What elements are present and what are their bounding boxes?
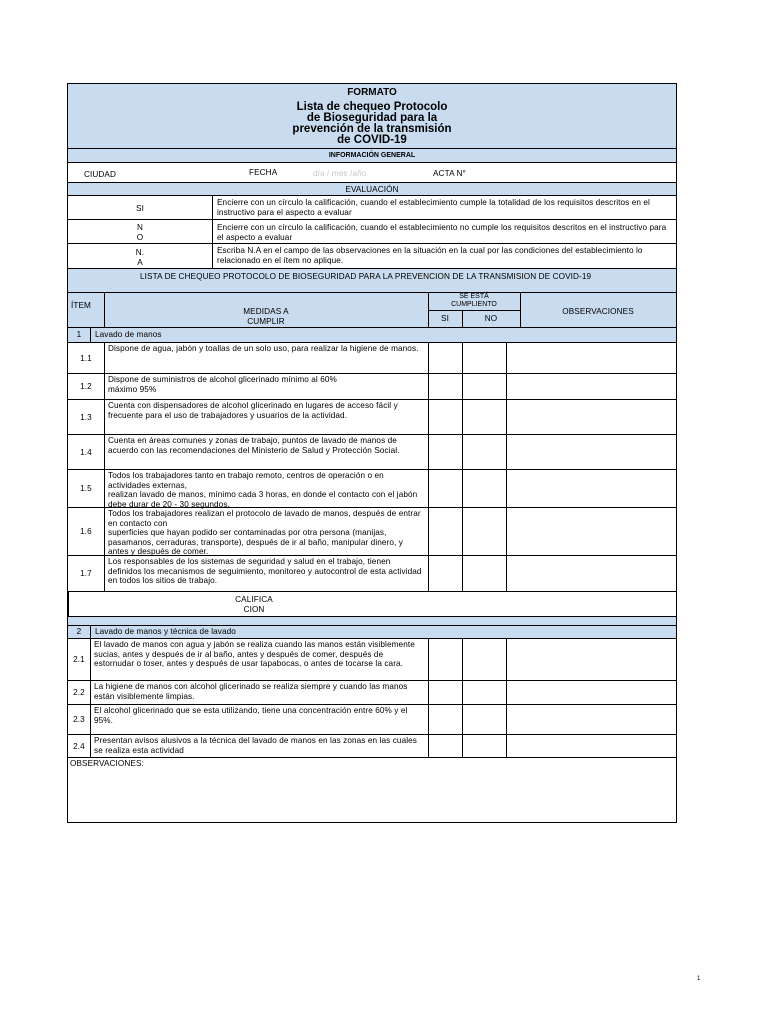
section-title: Lavado de manos y técnica de lavado [95,627,236,636]
evaluation-header [68,183,676,196]
section-1-header [68,328,676,343]
section-2-header [68,626,676,639]
item-number: 2.3 [73,715,85,724]
si-column-header: SI [441,314,449,323]
section-title: Lavado de manos [95,330,162,339]
evaluation-title: EVALUACIÓN [345,185,399,194]
item-number: 2.2 [73,688,85,697]
evaluation-row-si [68,196,676,220]
evaluation-row-na [68,244,676,269]
column-headers [68,293,676,328]
item-text: Cuenta con dispensadores de alcohol glicerinado en lugares de acceso fácil y frecuente para el uso de trabajadores y usuarios de la actividad. [108,401,398,420]
item-number: 2.4 [73,741,85,751]
general-info-title: INFORMACIÓN GENERAL [328,152,416,159]
item-number: 2.1 [73,655,85,664]
measures-column-header: MEDIDAS A CUMPLIR [243,307,289,326]
item-text: Dispone de suministros de alcohol glicerinado mínimo al 60% máximo 95% [108,375,337,394]
evaluation-code: N. A [135,248,145,267]
table-row [68,374,676,400]
observations-column-header: OBSERVACIONES [562,307,634,316]
table-row [68,705,676,735]
item-text: La higiene de manos con alcohol glicerinado se realiza siempre y cuando las manos están visiblemente limpias. [94,682,408,701]
table-row [68,735,676,758]
evaluation-code: N O [136,223,144,242]
evaluation-text: Encierre con un círculo la calificación, cuando el establecimiento cumple la totalidad de los requisitos descritos en el instructivo para el aspecto a evaluar [217,198,650,217]
checklist-title: LISTA DE CHEQUEO PROTOCOLO DE BIOSEGURIDAD PARA LA PREVENCION DE LA TRANSMISION DE COVID-19 [140,272,592,281]
item-text: Dispone de agua, jabón y toallas de un solo uso, para realizar la higiene de manos. [108,344,419,353]
checklist-title-bar [68,269,676,293]
observations-label: OBSERVACIONES: [70,759,144,768]
date-placeholder[interactable]: día / mes /año [313,169,367,178]
item-text: Presentan avisos alusivos a la técnica del lavado de manos en las zonas en las cuales se realiza esta actividad [94,736,417,755]
format-label: FORMATO [347,87,397,98]
form-title: Lista de chequeo Protocolo de Bioseguridad para la prevención de la transmisión de COVID-19 [292,101,452,146]
item-text: El lavado de manos con agua y jabón se realiza cuando las manos están visiblemente sucias, antes y después de ir al baño, antes y después de comer, después de estornudar o toser, antes y después de usar tapabocas, o antes de tocarse la cara. [94,640,415,669]
evaluation-text: Encierre con un círculo la calificación, cuando el establecimiento no cumple los requisitos descritos en el instructivo para el aspecto a evaluar [217,223,667,242]
table-row [68,435,676,470]
evaluation-code: SI [136,204,144,213]
item-number: 1.7 [80,569,92,578]
date-label: FECHA [249,168,278,177]
act-number-label: ACTA N° [433,169,466,178]
spacer-row [68,617,676,626]
item-number: 1.3 [80,412,92,422]
item-number: 1.1 [80,353,92,363]
table-row [68,508,676,556]
item-text: Cuenta en áreas comunes y zonas de trabajo, puntos de lavado de manos de acuerdo con las recomendaciones del Ministerio de Salud y Protección Social. [108,436,400,455]
table-row [68,681,676,705]
page-number: 1 [697,976,701,982]
evaluation-row-no [68,220,676,244]
form-header [68,84,676,149]
general-info-header [68,149,676,163]
section-number: 2 [76,627,82,636]
table-row [68,556,676,592]
general-info-row [68,163,676,183]
item-number: 1.5 [80,484,92,493]
item-text: Todos los trabajadores tanto en trabajo remoto, centros de operación o en actividades externas, realizan lavado de manos, mínimo cada 3 horas, en donde el contacto con el jabón debe durar de 20 - 30 segundos. [108,471,418,509]
qualification-row [68,592,676,617]
table-row [68,343,676,374]
compliance-column-header: SE ESTÁ CUMPLIENTO [451,293,497,308]
item-text: Todos los trabajadores realizan el protocolo de lavado de manos, después de entrar en contacto con superficies que hayan podido ser contaminadas por otra persona (manijas, pasamanos, cerraduras, transporte), después de ir al baño, manipular dinero, y antes y después de comer. [108,509,421,557]
item-text: El alcohol glicerinado que se esta utilizando, tiene una concentración entre 60% y el 95%. [94,706,408,725]
item-column-header: ÍTEM [71,301,91,310]
city-label: CIUDAD [84,170,116,179]
qualification-label: CALIFICA CION [235,595,273,614]
checklist-form [67,83,677,823]
item-number: 1.6 [80,527,92,536]
evaluation-text: Escriba N.A en el campo de las observaciones en la situación en la cual por las condiciones del establecimiento lo relacionado en el ítem no aplique. [217,246,643,265]
section-number: 1 [76,330,82,339]
no-column-header: NO [484,314,498,323]
table-row [68,639,676,681]
table-row [68,400,676,435]
item-number: 1.4 [80,447,92,457]
table-row [68,470,676,508]
item-text: Los responsables de los sistemas de seguridad y salud en el trabajo, tienen definidos los mecanismos de seguimiento, monitoreo y autocontrol de esta actividad en todos los sitios de trabajo. [108,557,422,586]
item-number: 1.2 [80,382,92,391]
